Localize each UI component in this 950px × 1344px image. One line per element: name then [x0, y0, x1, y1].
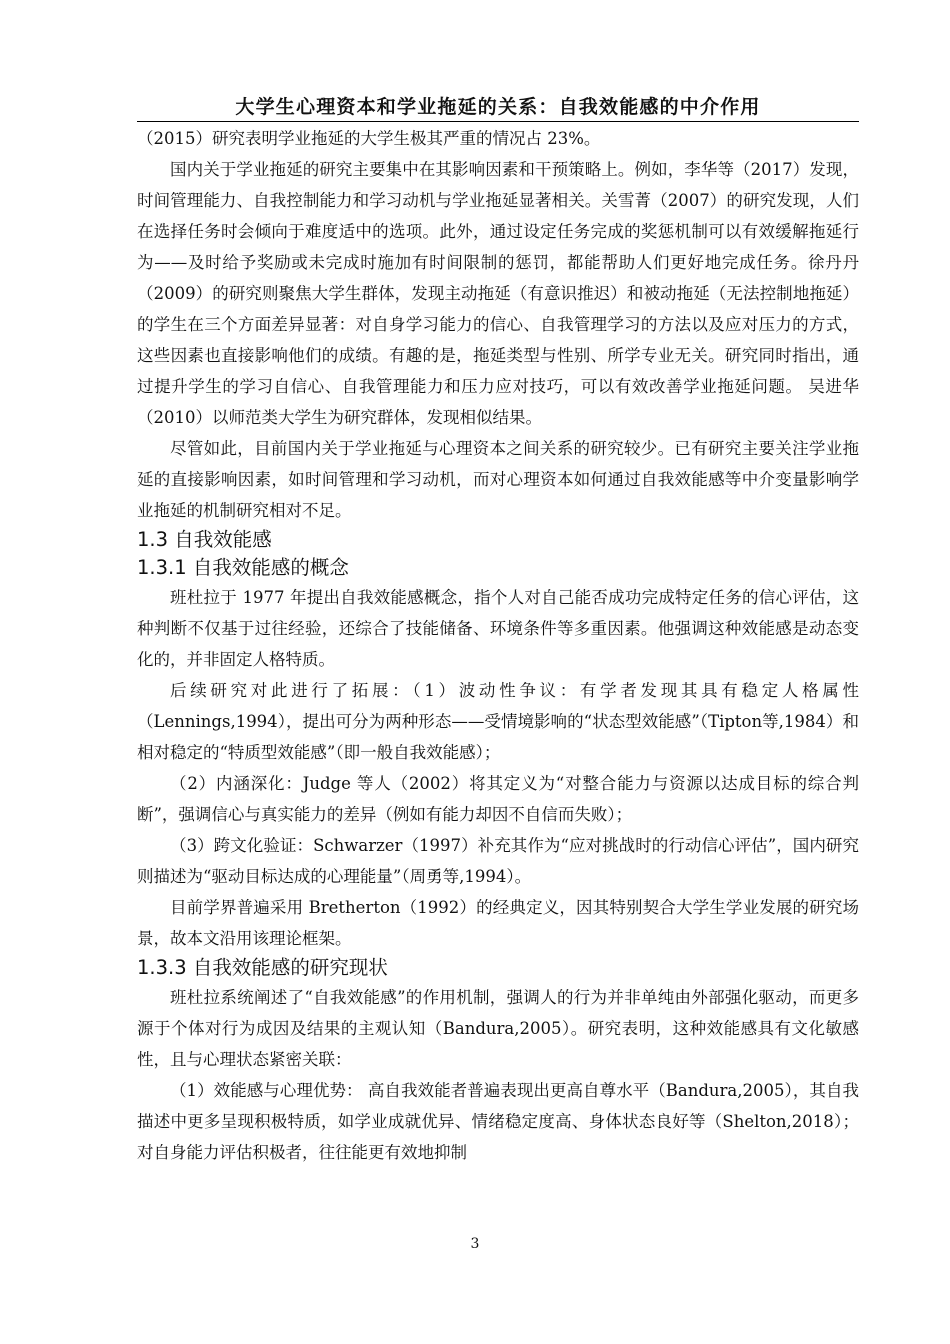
section-heading-1-3-3: 1.3.3 自我效能感的研究现状 [137, 956, 388, 979]
paragraph-3: 尽管如此，目前国内关于学业拖延与心理资本之间关系的研究较少。已有研究主要关注学业拖延的直接影响因素，如时间管理和学习动机，而对心理资本如何通过自我效能感等中介变量影响学业拖延的机制研究相对不足。 [137, 439, 859, 520]
section-heading-1-3: 1.3 自我效能感 [137, 528, 272, 551]
paragraph-1: （2015）研究表明学业拖延的大学生极其严重的情况占 23%。 [137, 129, 601, 148]
paragraph-9: 班杜拉系统阐述了“自我效能感”的作用机制，强调人的行为并非单纯由外部强化驱动，而更多源于个体对行为成因及结果的主观认知（Bandura,2005）。研究表明，这种效能感具有文化敏感性，且与心理状态紧密关联： [137, 988, 859, 1069]
paragraph-5: 后续研究对此进行了拓展：（1）波动性争议：有学者发现其具有稳定人格属性（Lennings,1994），提出可分为两种形态——受情境影响的“状态型效能感”（Tipton等,1984）和相对稳定的“特质型效能感”（即一般自我效能感）； [137, 681, 859, 762]
paragraph-8: 目前学界普遍采用 Bretherton（1992）的经典定义，因其特别契合大学生学业发展的研究场景，故本文沿用该理论框架。 [137, 898, 859, 948]
header-rule [137, 121, 859, 122]
body-text [137, 123, 859, 1168]
running-header-title: 大学生心理资本和学业拖延的关系：自我效能感的中介作用 [235, 96, 761, 118]
paragraph-2: 国内关于学业拖延的研究主要集中在其影响因素和干预策略上。例如，李华等（2017）发现，时间管理能力、自我控制能力和学习动机与学业拖延显著相关。关雪菁（2007）的研究发现，人们在选择任务时会倾向于难度适中的选项。此外，通过设定任务完成的奖惩机制可以有效缓解拖延行为——及时给予奖励或未完成时施加有时间限制的惩罚，都能帮助人们更好地完成任务。徐丹丹（2009）的研究则聚焦大学生群体，发现主动拖延（有意识推迟）和被动拖延（无法控制地拖延）的学生在三个方面差异显著：对自身学习能力的信心、自我管理学习的方法以及应对压力的方式，这些因素也直接影响他们的成绩。有趣的是，拖延类型与性别、所学专业无关。研究同时指出，通过提升学生的学习自信心、自我管理能力和压力应对技巧，可以有效改善学业拖延问题。 吴进华（2010）以师范类大学生为研究群体，发现相似结果。 [137, 160, 859, 427]
paragraph-6: （2）内涵深化：Judge 等人（2002）将其定义为“对整合能力与资源以达成目标的综合判断”，强调信心与真实能力的差异（例如有能力却因不自信而失败）； [137, 774, 859, 824]
section-heading-1-3-1: 1.3.1 自我效能感的概念 [137, 556, 349, 579]
paragraph-7: （3）跨文化验证：Schwarzer（1997）补充其作为“应对挑战时的行动信心评估”，国内研究则描述为“驱动目标达成的心理能量”（周勇等,1994）。 [137, 836, 859, 886]
paragraph-4: 班杜拉于 1977 年提出自我效能感概念，指个人对自己能否成功完成特定任务的信心评估，这种判断不仅基于过往经验，还综合了技能储备、环境条件等多重因素。他强调这种效能感是动态变化的，并非固定人格特质。 [137, 588, 859, 669]
page-number: 3 [470, 1236, 480, 1252]
paragraph-10: （1）效能感与心理优势： 高自我效能者普遍表现出更高自尊水平（Bandura,2005），其自我描述中更多呈现积极特质，如学业成就优异、情绪稳定度高、身体状态良好等（Shelton,2018）；对自身能力评估积极者，往往能更有效地抑制 [137, 1081, 859, 1162]
